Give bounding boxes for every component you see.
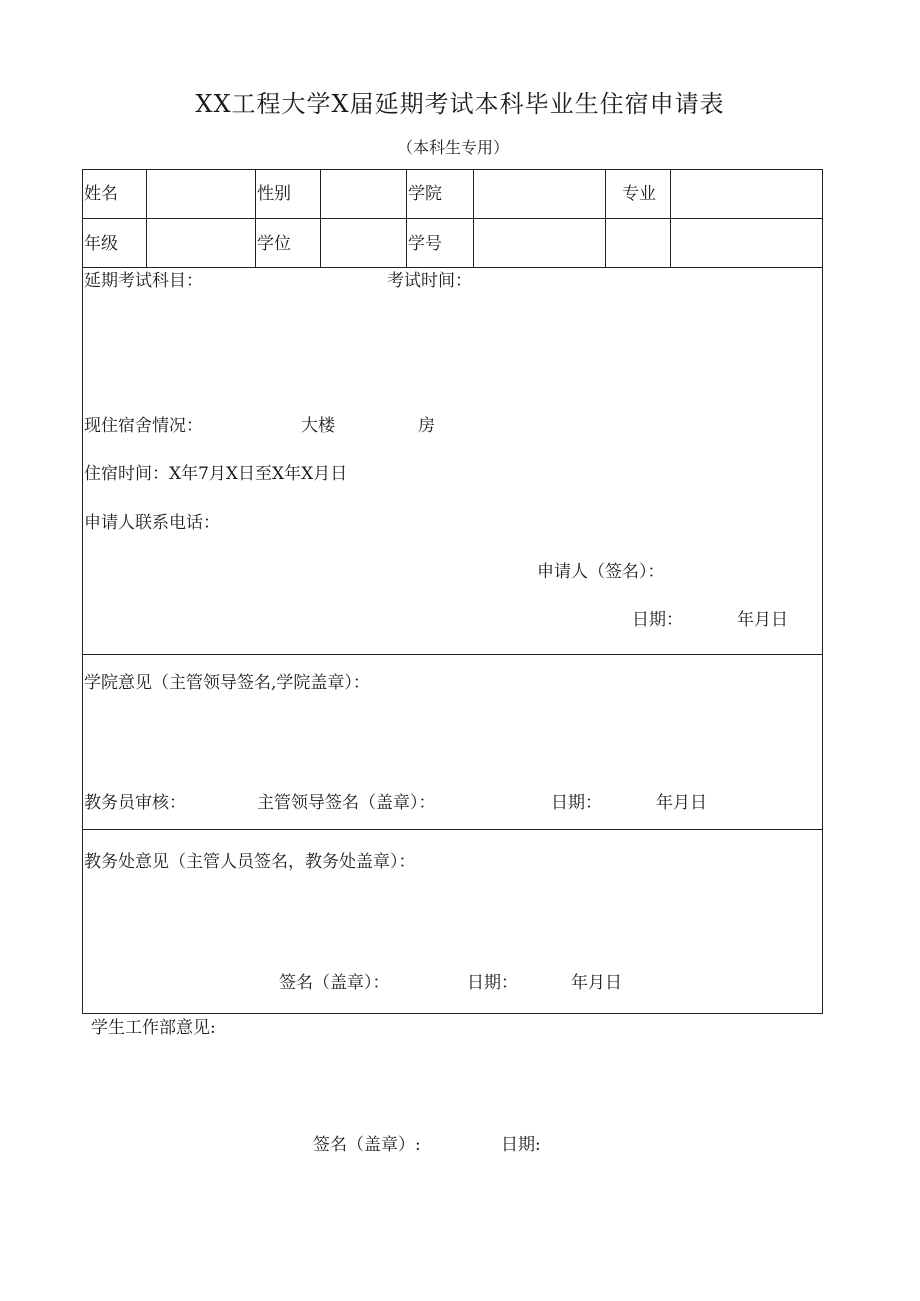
applicant-date-label: 日期： [632,610,683,630]
col-divider-4 [406,169,407,267]
form-subtitle: （本科生专用） [396,138,509,157]
room-label: 房 [418,416,435,436]
form-title: XX工程大学X届延期考试本科毕业生住宿申请表 [195,90,725,118]
label-major: 专业 [622,184,656,204]
exam-time-label: 考试时间： [387,271,472,291]
phone-label: 申请人联系电话： [84,513,220,533]
student-affairs-sign-label: 签名（盖章）: [313,1135,421,1155]
dorm-label: 现住宿舍情况： [84,416,203,436]
col-divider-6 [605,169,606,267]
academic-date-ymd: 年月日 [571,973,622,993]
academic-affairs-heading: 教务处意见（主管人员签名，教务处盖章）： [84,852,416,872]
applicant-sign-label: 申请人（签名）： [537,562,665,582]
college-date-label: 日期： [551,793,602,813]
college-opinion-heading: 学院意见（主管领导签名,学院盖章）： [84,673,370,693]
reviewer-label: 教务员审核： [84,793,186,813]
row-divider-1 [82,218,823,219]
row-divider-3 [82,654,823,655]
student-affairs-date-label: 日期: [501,1135,541,1155]
applicant-date-ymd: 年月日 [737,610,788,630]
label-gender: 性别 [257,184,291,204]
col-divider-1 [146,169,147,267]
col-divider-2 [255,169,256,267]
label-name: 姓名 [84,184,118,204]
col-divider-3 [320,169,321,267]
label-college: 学院 [408,184,442,204]
student-affairs-heading: 学生工作部意见: [91,1018,216,1038]
stay-period-label: 住宿时间：X年7月X日至X年X月日 [84,464,348,484]
row-divider-2 [82,267,823,268]
college-date-ymd: 年月日 [656,793,707,813]
label-degree: 学位 [257,234,291,254]
leader-sign-label: 主管领导签名（盖章）： [257,793,436,813]
building-label: 大楼 [301,416,335,436]
row-divider-4 [82,829,823,830]
label-grade: 年级 [84,234,118,254]
form-table [82,169,823,1014]
col-divider-5 [473,169,474,267]
academic-date-label: 日期： [467,973,518,993]
label-student-id: 学号 [408,234,442,254]
academic-sign-label: 签名（盖章）： [279,973,390,993]
exam-subject-label: 延期考试科目： [84,271,203,291]
col-divider-7 [670,169,671,267]
